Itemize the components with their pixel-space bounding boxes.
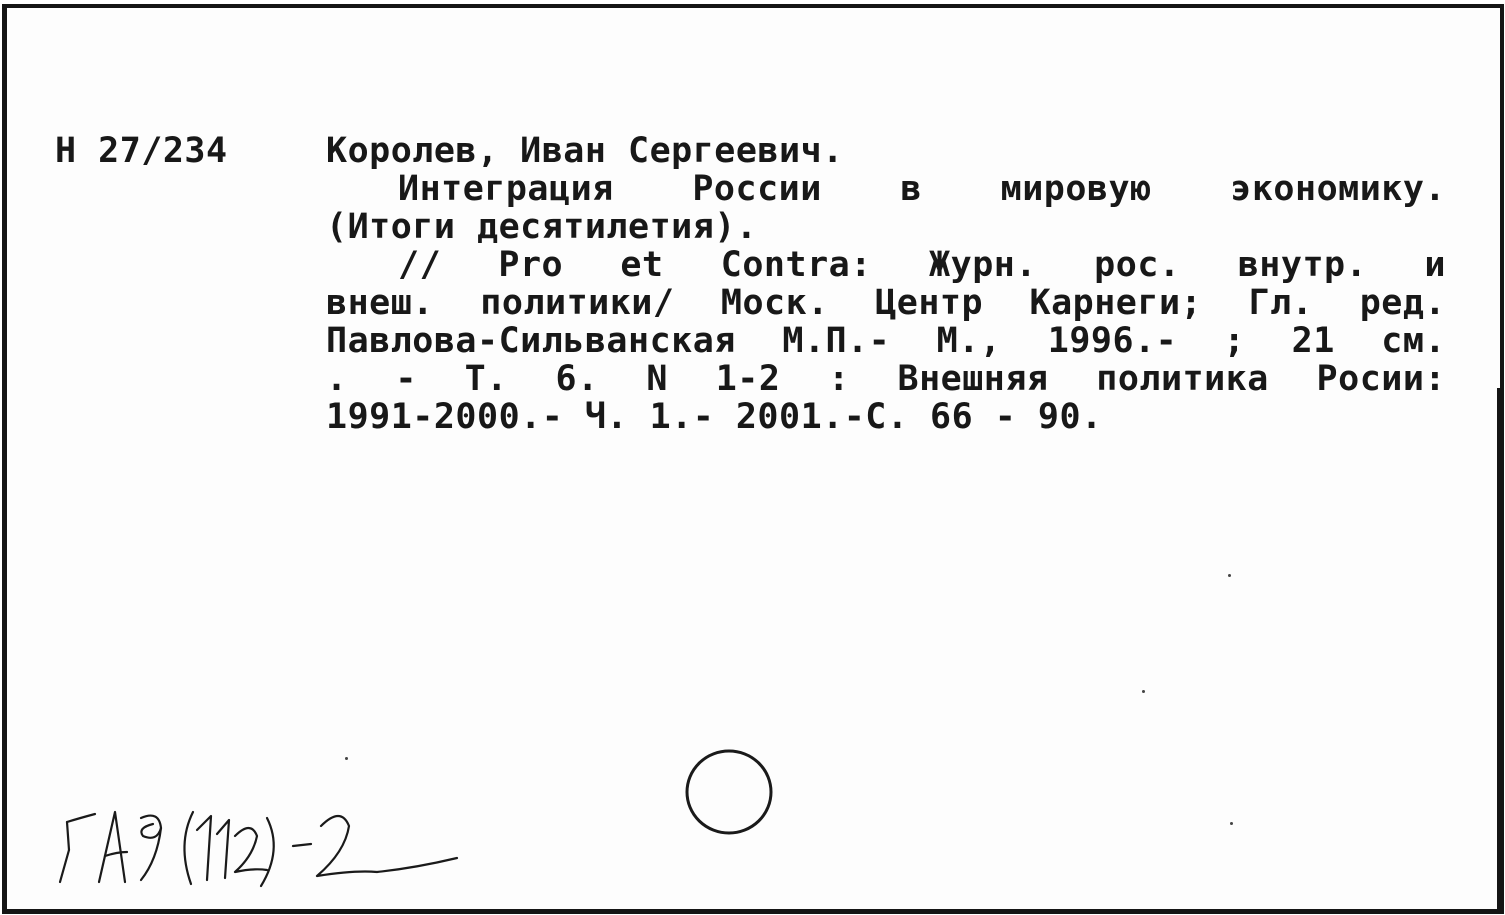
card-edge-mark	[1497, 388, 1504, 914]
publisher-line: внеш. политики/ Моск. Центр Карнеги; Гл. ред.	[326, 284, 1446, 322]
title-continuation-line: (Итоги десятилетия).	[326, 207, 758, 247]
editor-line: Павлова-Сильванская М.П.- М., 1996.- ; 21 см.	[326, 322, 1446, 360]
speck	[1142, 690, 1145, 693]
author-line: Королев, Иван Сергеевич.	[326, 131, 844, 171]
source-line: // Pro et Contra: Журн. рос. внутр. и	[398, 246, 1446, 284]
handwritten-note	[55, 790, 475, 900]
speck	[1228, 574, 1231, 577]
pages-line: 1991-2000.- Ч. 1.- 2001.-С. 66 - 90.	[326, 397, 1103, 437]
speck	[345, 757, 348, 760]
speck	[1230, 822, 1233, 825]
bibliographic-entry	[326, 132, 1446, 436]
title-line: Интеграция России в мировую экономику.	[398, 170, 1446, 208]
circle-stamp-icon	[682, 746, 782, 842]
volume-line: . - Т. 6. N 1-2 : Внешняя политика Росии:	[326, 360, 1446, 398]
shelf-mark: Н 27/234	[55, 131, 228, 171]
